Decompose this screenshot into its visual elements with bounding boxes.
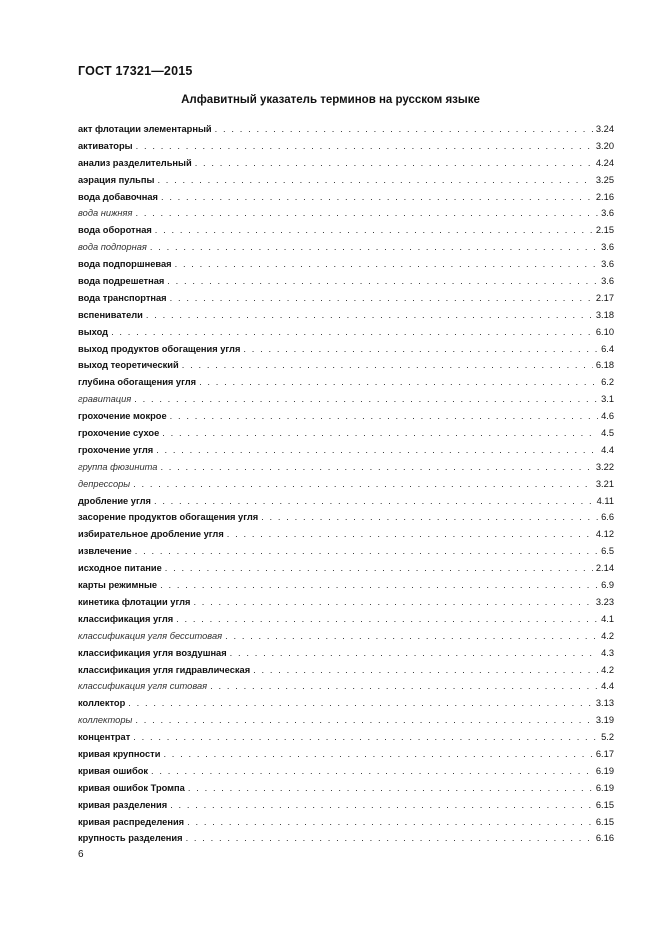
index-reference: 3.19 [595,715,614,726]
index-entry [78,374,614,391]
index-term: избирательное дробление угля [78,529,224,540]
index-term: депрессоры [78,478,131,489]
dot-leader [227,526,593,543]
index-term: коллекторы [78,715,133,726]
index-reference: 6.2 [601,377,614,388]
dot-leader [150,239,598,256]
index-term: кривая ошибок [78,765,149,776]
index-reference: 3.18 [595,309,614,320]
index-term: классификация угля ситовая [78,681,208,692]
index-entry [78,594,614,611]
index-term: кривая разделения [78,799,168,810]
index-term: вода подпорная [78,242,147,253]
index-entry [78,391,614,408]
index-reference: 6.16 [595,833,614,844]
index-reference: 6.15 [595,816,614,827]
index-reference: 3.21 [595,478,614,489]
index-term: классификация угля бесситовая [78,630,223,641]
index-reference: 2.16 [595,191,614,202]
index-reference: 3.6 [601,276,614,287]
index-term: вода транспортная [78,292,167,303]
dot-leader [188,780,593,797]
dot-leader [155,222,593,239]
index-entry [78,239,614,256]
index-title: Алфавитный указатель терминов на русском языке [181,94,480,106]
index-entry [78,577,614,594]
index-reference: 4.3 [601,647,614,658]
index-reference: 3.6 [601,208,614,219]
index-entry [78,611,614,628]
index-reference: 3.1 [601,394,614,405]
index-term: классификация угля воздушная [78,647,227,658]
index-entry [78,746,614,763]
dot-leader [215,121,593,138]
index-reference: 6.18 [595,360,614,371]
index-term: анализ разделительный [78,157,192,168]
index-reference: 6.19 [595,765,614,776]
index-reference: 4.4 [601,681,614,692]
index-term: вспениватели [78,309,143,320]
index-term: выход [78,326,109,337]
dot-leader [182,357,593,374]
index-entry [78,509,614,526]
dot-leader [170,797,593,814]
dot-leader [154,493,594,510]
index-reference: 6.9 [601,580,614,591]
dot-leader [176,611,598,628]
index-term: гравитация [78,394,132,405]
index-reference: 6.10 [595,326,614,337]
dot-leader [186,830,593,847]
index-term: выход продуктов обогащения угля [78,343,241,354]
index-entry [78,408,614,425]
index-reference: 3.22 [595,461,614,472]
dot-leader [135,205,598,222]
index-entry [78,763,614,780]
index-reference: 4.5 [601,428,614,439]
index-reference: 6.17 [595,748,614,759]
index-entry [78,543,614,560]
index-term: кривая крупности [78,748,161,759]
dot-leader [136,138,593,155]
index-entry [78,357,614,374]
index-entry [78,205,614,222]
index-entry [78,712,614,729]
index-reference: 3.6 [601,242,614,253]
index-term: вода подрешетная [78,276,165,287]
dot-leader [135,543,598,560]
dot-leader [193,594,592,611]
index-entry [78,307,614,324]
index-reference: 4.12 [595,529,614,540]
index-term: классификация угля гидравлическая [78,664,251,675]
index-term: кинетика флотации угля [78,596,191,607]
index-reference: 3.25 [595,174,614,185]
index-term: коллектор [78,698,126,709]
index-entry [78,780,614,797]
index-entry [78,645,614,662]
dot-leader [210,678,598,695]
index-reference: 2.17 [595,292,614,303]
index-term: вода оборотная [78,225,152,236]
dot-leader [157,172,592,189]
index-reference: 6.4 [601,343,614,354]
dot-leader [134,391,598,408]
dot-leader [199,374,598,391]
index-reference: 2.14 [595,563,614,574]
index-entry [78,425,614,442]
index-term: исходное питание [78,563,162,574]
index-reference: 4.4 [601,444,614,455]
index-entry [78,138,614,155]
index-reference: 4.24 [595,157,614,168]
dot-leader [167,273,598,290]
dot-leader [195,155,593,172]
index-reference: 6.5 [601,546,614,557]
index-term: аэрация пульпы [78,174,155,185]
index-entry [78,121,614,138]
index-reference: 6.6 [601,512,614,523]
dot-leader [170,408,598,425]
index-reference: 4.11 [596,495,614,506]
index-term: выход теоретический [78,360,179,371]
index-reference: 3.24 [595,124,614,134]
index-reference: 5.2 [601,732,614,743]
dot-leader [128,695,593,712]
index-term: дробление угля [78,495,151,506]
index-reference: 2.15 [595,225,614,236]
dot-leader [162,425,598,442]
index-entry [78,341,614,358]
index-entry [78,476,614,493]
index-term: акт флотации элементарный [78,124,212,134]
index-term: классификация угля [78,613,174,624]
index-term: крупность разделения [78,833,183,844]
index-entry [78,290,614,307]
index-term: концентрат [78,732,131,743]
dot-leader [243,341,598,358]
dot-leader [133,729,598,746]
dot-leader [225,628,598,645]
index-entry [78,662,614,679]
dot-leader [170,290,593,307]
index-term: активаторы [78,140,133,151]
dot-leader [160,577,598,594]
index-entry [78,189,614,206]
index-term: кривая ошибок Тромпа [78,782,185,793]
index-reference: 3.23 [595,596,614,607]
dot-leader [230,645,598,662]
index-entry [78,695,614,712]
index-reference: 4.1 [601,613,614,624]
index-entry [78,729,614,746]
index-entry [78,628,614,645]
index-term: глубина обогащения угля [78,377,197,388]
index-entry [78,797,614,814]
index-reference: 3.6 [601,259,614,270]
index-entry [78,222,614,239]
index-term: вода добавочная [78,191,158,202]
index-entry [78,172,614,189]
index-term: извлечение [78,546,132,557]
document-header: ГОСТ 17321—2015 [78,64,193,78]
index-term: вода подпоршневая [78,259,172,270]
term-index-list [78,121,614,847]
dot-leader [146,307,593,324]
dot-leader [156,442,598,459]
dot-leader [253,662,598,679]
index-entry [78,526,614,543]
dot-leader [175,256,598,273]
index-reference: 4.2 [601,630,614,641]
index-entry [78,324,614,341]
index-term: засорение продуктов обогащения угля [78,512,259,523]
index-entry [78,560,614,577]
index-entry [78,273,614,290]
index-reference: 3.20 [595,140,614,151]
index-term: грохочение мокрое [78,411,167,422]
index-entry [78,459,614,476]
index-entry [78,442,614,459]
dot-leader [163,746,592,763]
dot-leader [161,189,593,206]
index-entry [78,493,614,510]
index-entry [78,256,614,273]
index-term: карты режимные [78,580,158,591]
index-reference: 6.19 [595,782,614,793]
index-term: вода нижняя [78,208,133,219]
index-entry [78,814,614,831]
index-entry [78,155,614,172]
dot-leader [135,712,593,729]
dot-leader [261,509,598,526]
index-term: грохочение сухое [78,428,160,439]
dot-leader [133,476,593,493]
index-term: грохочение угля [78,444,154,455]
dot-leader [151,763,593,780]
page-number: 6 [78,849,84,860]
index-reference: 3.13 [595,698,614,709]
dot-leader [111,324,593,341]
dot-leader [160,459,592,476]
index-term: кривая распределения [78,816,185,827]
index-entry [78,830,614,847]
index-reference: 4.6 [601,411,614,422]
index-entry [78,678,614,695]
index-reference: 4.2 [601,664,614,675]
index-term: группа фюзинита [78,461,158,472]
dot-leader [187,814,593,831]
index-reference: 6.15 [595,799,614,810]
dot-leader [165,560,593,577]
